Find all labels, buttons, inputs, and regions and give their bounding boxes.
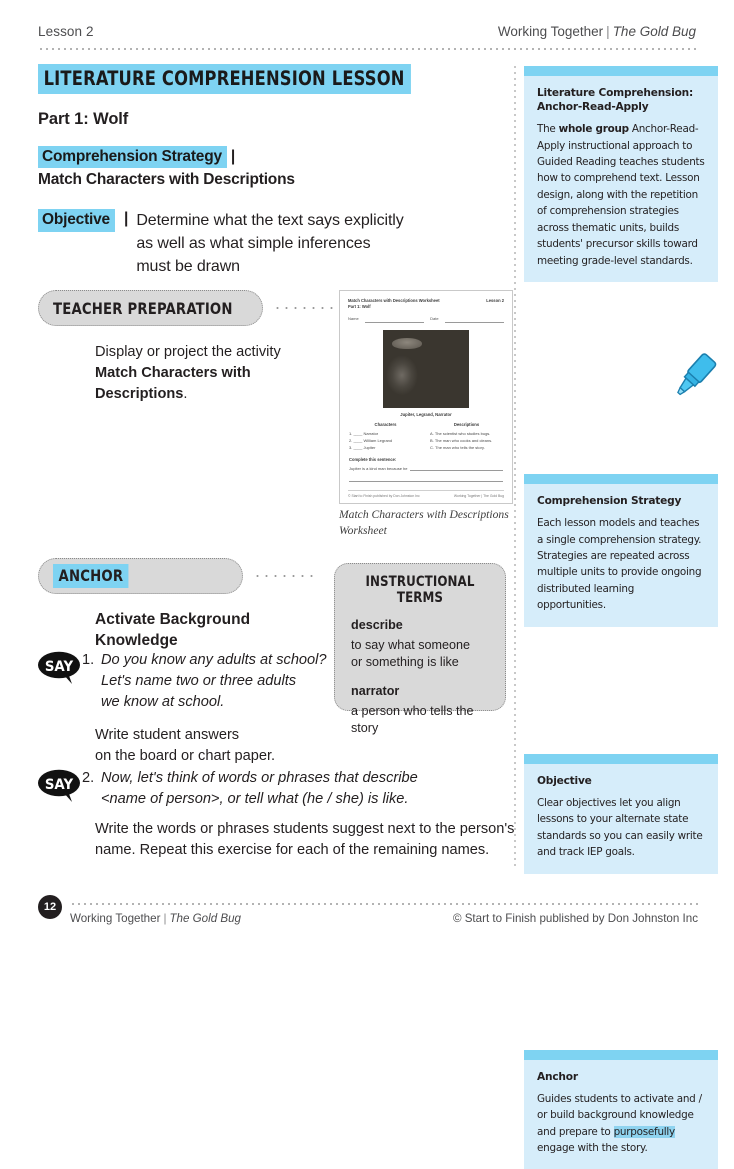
rail-note-comprehension-strategy bbox=[524, 474, 718, 627]
worksheet-subtitle: Part 1: Wolf bbox=[348, 304, 371, 310]
objective-line-2: as well as what simple inferences bbox=[136, 235, 371, 253]
worksheet-lesson-label: Lesson 2 bbox=[486, 298, 504, 303]
worksheet-title-group bbox=[348, 298, 440, 310]
strategy-pipe: | bbox=[230, 148, 236, 165]
anchor-label: ANCHOR bbox=[53, 564, 129, 588]
instructional-terms-header: INSTRUCTIONAL TERMS bbox=[365, 574, 475, 606]
note-text bbox=[537, 121, 705, 269]
teacher-prep-activity-name: Match Characters with Descriptions bbox=[95, 365, 251, 403]
worksheet-sentence-prompt: Complete this sentence: bbox=[349, 457, 397, 463]
footer-divider bbox=[70, 903, 698, 905]
footer-copyright: © Start to Finish published by Don Johnston Inc bbox=[452, 912, 698, 925]
followup-line: Write the words or phrases students suggest next to the person's bbox=[95, 821, 515, 837]
followup-line: on the board or chart paper. bbox=[95, 748, 276, 765]
note-body-wrap bbox=[524, 484, 718, 627]
rail-note-anchor bbox=[524, 1050, 718, 1169]
worksheet-sentence-stem: Jupiter is a kind man because he bbox=[349, 466, 408, 472]
term-definition-line: a person who tells the story bbox=[351, 704, 474, 735]
term-definition bbox=[351, 703, 489, 737]
term-word: describe bbox=[351, 618, 403, 632]
worksheet-matching-columns bbox=[340, 417, 512, 451]
note-text bbox=[537, 1091, 705, 1157]
strategy-name: Match Characters with Descriptions bbox=[38, 171, 295, 188]
objective-block bbox=[38, 209, 500, 279]
term-definition bbox=[351, 637, 489, 671]
objective-line-1: Determine what the text says explicitly bbox=[136, 212, 404, 229]
say-line: Now, let's think of words or phrases that describe bbox=[101, 770, 418, 786]
say-step-1-followup bbox=[95, 725, 375, 767]
svg-text:SAY: SAY bbox=[44, 658, 74, 676]
note-text-post: engage with the story. bbox=[537, 1142, 648, 1155]
main-column bbox=[38, 64, 500, 279]
note-top-bar bbox=[524, 474, 718, 484]
worksheet-descriptions-header: Descriptions bbox=[453, 422, 480, 428]
worksheet-description-item: A. The scientist who studies bugs. bbox=[430, 431, 491, 437]
objective-text bbox=[136, 209, 403, 279]
objective-tag: Objective bbox=[38, 209, 115, 232]
worksheet-name-date-row bbox=[340, 310, 512, 323]
worksheet-photo-caption: Jupiter, Legrand, Narrator bbox=[400, 412, 452, 418]
term-definition-line: or something is like bbox=[351, 655, 459, 669]
footer-book: The Gold Bug bbox=[169, 912, 242, 925]
term-definition-line: to say what someone bbox=[351, 638, 471, 652]
worksheet-descriptions-column bbox=[430, 422, 503, 451]
rail-note-literature-comprehension bbox=[524, 66, 718, 282]
note-text: Clear objectives let you align lessons to your alternate state standards so you can easily write and track IEP goals. bbox=[537, 796, 703, 859]
worksheet-sentence-stem-row bbox=[340, 462, 512, 471]
header-divider bbox=[38, 48, 698, 50]
running-head bbox=[38, 24, 696, 39]
footer-unit: Working Together bbox=[70, 912, 161, 925]
say-step-text bbox=[101, 768, 418, 810]
teacher-preparation-header bbox=[38, 290, 333, 326]
anchor-trail-dots bbox=[253, 575, 313, 577]
say-step-number: 1. bbox=[82, 652, 95, 668]
followup-line: name. Repeat this exercise for each of the remaining names. bbox=[95, 842, 490, 859]
teacher-prep-line-2 bbox=[95, 363, 335, 405]
worksheet-characters-column bbox=[349, 422, 422, 451]
term-word: narrator bbox=[351, 684, 400, 698]
rail-note-objective bbox=[524, 754, 718, 874]
anchor-header bbox=[38, 558, 313, 594]
footer-separator: | bbox=[163, 912, 167, 925]
anchor-heading-line-2: Knowledge bbox=[95, 631, 178, 649]
say-step-1 bbox=[38, 650, 328, 713]
worksheet-date-field bbox=[445, 316, 504, 323]
say-line: Let's name two or three adults bbox=[101, 673, 297, 690]
worksheet-description-item: C. The man who tells the story. bbox=[430, 445, 485, 451]
strategy-block bbox=[38, 148, 500, 189]
note-heading: Anchor bbox=[537, 1070, 578, 1083]
running-head-separator: | bbox=[606, 24, 610, 39]
worksheet-date-label: Date bbox=[430, 316, 439, 322]
note-body-wrap bbox=[524, 76, 718, 282]
teacher-preparation-body bbox=[95, 342, 335, 405]
worksheet-character-item: 1. ____ Narrator bbox=[349, 431, 379, 437]
worksheet-thumbnail bbox=[339, 290, 513, 504]
say-step-number: 2. bbox=[82, 770, 95, 786]
worksheet-header bbox=[340, 291, 512, 310]
strategy-tag: Comprehension Strategy bbox=[38, 146, 227, 168]
anchor-heading bbox=[95, 610, 345, 652]
footer-left bbox=[70, 912, 241, 925]
say-step-2-followup bbox=[95, 819, 515, 861]
note-text-pre: Guides students to activate and / or build background knowledge and prepare to bbox=[537, 1092, 702, 1138]
worksheet-title: Match Characters with Descriptions Worksheet bbox=[348, 298, 440, 303]
teacher-preparation-label: TEACHER PREPARATION bbox=[53, 298, 233, 318]
say-step-text bbox=[101, 650, 327, 713]
lesson-type-banner: LITERATURE COMPREHENSION LESSON bbox=[38, 64, 411, 94]
running-head-unit: Working Together bbox=[497, 24, 604, 39]
say-line: we know at school. bbox=[101, 694, 225, 711]
note-text-bold: whole group bbox=[558, 123, 629, 136]
anchor-heading-line-1: Activate Background bbox=[95, 611, 251, 628]
worksheet-caption: Match Characters with Descriptions Worksheet bbox=[339, 508, 509, 537]
highlighter-marker-icon bbox=[666, 348, 722, 404]
running-head-lesson: Lesson 2 bbox=[38, 24, 94, 39]
worksheet-characters-header: Characters bbox=[374, 422, 397, 428]
worksheet-footer-unit: Working Together | The Gold Bug bbox=[453, 494, 504, 498]
worksheet-answer-line bbox=[349, 475, 503, 482]
teacher-prep-line-1: Display or project the activity bbox=[95, 344, 281, 360]
note-text-pre: The bbox=[537, 123, 559, 136]
footer bbox=[70, 912, 698, 925]
note-top-bar bbox=[524, 1050, 718, 1060]
worksheet-name-field bbox=[365, 316, 424, 323]
rail-divider bbox=[514, 64, 516, 870]
worksheet-photo bbox=[383, 330, 469, 408]
note-top-bar bbox=[524, 754, 718, 764]
photo-hat-detail bbox=[392, 338, 422, 349]
teacher-preparation-trail-dots bbox=[273, 307, 333, 309]
say-icon bbox=[38, 651, 82, 685]
anchor-pill bbox=[38, 558, 243, 594]
objective-line-3: must be drawn bbox=[136, 258, 240, 276]
part-title: Part 1: Wolf bbox=[38, 110, 129, 128]
followup-line: Write student answers bbox=[95, 727, 240, 743]
worksheet-description-item: B. The man who cooks and cleans. bbox=[430, 438, 493, 444]
say-step-2 bbox=[38, 768, 498, 810]
worksheet-character-item: 3. ____ Jupiter bbox=[349, 445, 376, 451]
note-heading bbox=[537, 86, 705, 114]
running-head-book: The Gold Bug bbox=[612, 24, 696, 39]
worksheet-footer bbox=[348, 490, 504, 498]
say-icon bbox=[38, 769, 82, 803]
note-body-wrap bbox=[524, 1060, 718, 1169]
note-heading-line: Literature Comprehension: bbox=[537, 87, 694, 99]
note-heading: Objective bbox=[537, 774, 592, 787]
worksheet-name-label: Name bbox=[348, 316, 359, 322]
running-head-right bbox=[498, 24, 696, 39]
objective-pipe: | bbox=[123, 210, 129, 227]
worksheet-character-item: 2. ____ William Legrand bbox=[349, 438, 393, 444]
say-line: <name of person>, or tell what (he / she) is like. bbox=[101, 791, 409, 808]
note-body-wrap bbox=[524, 764, 718, 874]
say-line: Do you know any adults at school? bbox=[101, 652, 327, 668]
worksheet-sentence-blank bbox=[410, 465, 503, 471]
instructional-terms-box bbox=[334, 563, 506, 735]
note-heading: Comprehension Strategy bbox=[537, 495, 682, 508]
worksheet-footer-copyright: © Start to Finish published by Don Johnston Inc bbox=[348, 494, 420, 498]
note-text-post: Anchor-Read-Apply instructional approach to Guided Reading teaches students how to comprehend text. Lesson design, along with the repetition of comprehension strategies across thematic units, builds students' precursor skills toward meeting grade-level standards. bbox=[537, 123, 705, 267]
note-top-bar bbox=[524, 66, 718, 76]
page-number-badge: 12 bbox=[38, 895, 62, 919]
teacher-preparation-pill bbox=[38, 290, 263, 326]
note-text: Each lesson models and teaches a single comprehension strategy. Strategies are repeated across multiple units to provide ongoing distributed learning opportunities. bbox=[537, 517, 702, 612]
svg-text:SAY: SAY bbox=[44, 776, 74, 794]
note-text-highlight: purposefully bbox=[613, 1125, 675, 1138]
teacher-prep-period: . bbox=[183, 386, 188, 403]
terms-spacer bbox=[351, 671, 489, 684]
note-heading-line: Anchor-Read-Apply bbox=[537, 101, 649, 114]
